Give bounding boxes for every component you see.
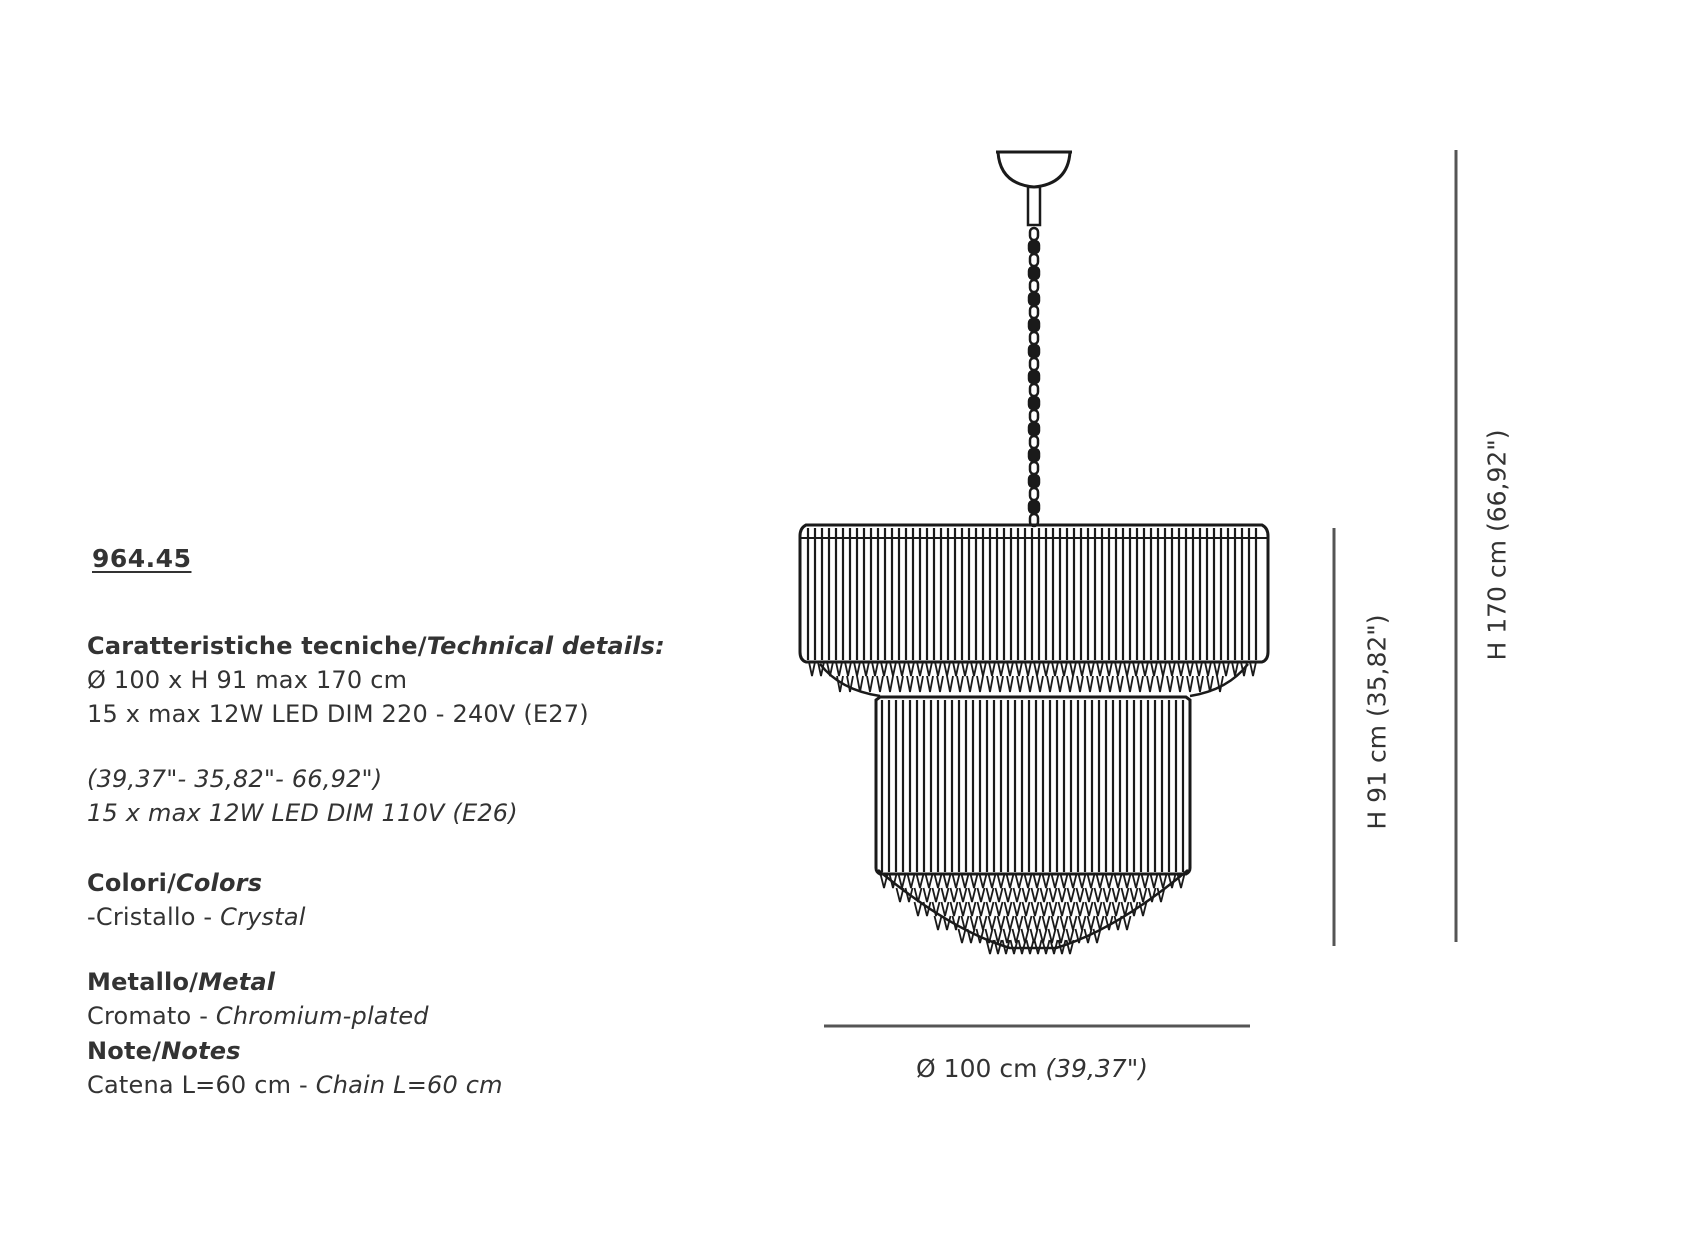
- cone-crystal-drop: [1104, 888, 1111, 902]
- upper-fringe-drop: [998, 662, 1004, 676]
- lower-crystal-tier: [876, 697, 1190, 874]
- cone-crystal-drop: [1095, 888, 1102, 902]
- cone-crystal-drop: [1050, 888, 1057, 902]
- ceiling-canopy: [998, 152, 1070, 187]
- chain-link: [1030, 462, 1038, 474]
- cone-crystal-drop: [978, 888, 985, 902]
- upper-fringe-drop: [845, 662, 851, 676]
- cone-crystal-drop: [1059, 902, 1066, 916]
- upper-fringe-drop: [1047, 676, 1053, 692]
- metal-heading-en: Metal: [198, 968, 276, 996]
- colors-value-it: -Cristallo -: [87, 903, 221, 931]
- upper-fringe-drop: [1133, 662, 1139, 676]
- upper-fringe-drop: [957, 676, 963, 692]
- upper-fringe-drop: [935, 662, 941, 676]
- cone-crystal-drop: [1133, 874, 1140, 888]
- cone-crystal-drop: [969, 888, 976, 902]
- upper-fringe-drop: [1088, 662, 1094, 676]
- cone-crystal-drop: [987, 902, 994, 916]
- cone-crystal-drop: [1086, 902, 1093, 916]
- cone-crystal-drop: [1151, 874, 1158, 888]
- chain-link: [1030, 280, 1038, 292]
- height-total-label: H 170 cm (66,92"): [1482, 429, 1512, 661]
- chain-link: [1030, 384, 1038, 396]
- upper-fringe-drop: [1160, 662, 1166, 676]
- upper-fringe-drop: [980, 662, 986, 676]
- cone-crystal-drop: [1122, 888, 1129, 902]
- cone-crystal-drop: [1088, 916, 1095, 930]
- cone-crystal-drop: [998, 916, 1005, 930]
- cone-crystal-drop: [1034, 874, 1041, 888]
- notes-value-it: Catena L=60 cm -: [87, 1071, 316, 1099]
- colors-heading-it: Colori/: [87, 869, 177, 897]
- lamps-eu: 15 x max 12W LED DIM 220 - 240V (E27): [87, 700, 589, 728]
- chain-link: [1029, 397, 1039, 409]
- cone-crystal-drop: [942, 902, 949, 916]
- cone-crystal-drop: [969, 902, 976, 916]
- upper-tier-fringe: [809, 662, 1256, 696]
- cone-crystal-drop: [1077, 902, 1084, 916]
- upper-fringe-drop: [1187, 662, 1193, 676]
- upper-fringe-drop: [1147, 676, 1153, 692]
- suspension-chain: [1029, 228, 1039, 526]
- chain-link: [1029, 371, 1039, 383]
- chain-link: [1029, 423, 1039, 435]
- cone-crystal-drop: [1014, 888, 1021, 902]
- cone-crystal-drop: [1070, 874, 1077, 888]
- cone-crystal-drop: [980, 916, 987, 930]
- upper-fringe-drop: [1187, 676, 1193, 692]
- cone-crystal-drop: [1005, 902, 1012, 916]
- cone-crystal-drop: [1124, 916, 1131, 930]
- cone-crystal-drop: [1052, 874, 1059, 888]
- cone-crystal-drop: [951, 888, 958, 902]
- upper-fringe-drop: [1007, 662, 1013, 676]
- upper-fringe-drop: [997, 676, 1003, 692]
- upper-fringe-drop: [953, 662, 959, 676]
- upper-fringe-drop: [881, 662, 887, 676]
- upper-fringe-drop: [867, 676, 873, 692]
- technical-heading-en: Technical details:: [426, 632, 665, 660]
- upper-fringe-drop: [1250, 662, 1256, 676]
- cone-crystal-drop: [960, 902, 967, 916]
- upper-fringe-drop: [1177, 676, 1183, 692]
- dimensions-metric: Ø 100 x H 91 max 170 cm: [87, 666, 408, 694]
- cone-crystal-drop: [1025, 874, 1032, 888]
- cone-crystal-drop: [1043, 916, 1050, 930]
- upper-fringe-drop: [1034, 662, 1040, 676]
- cone-crystal-drop: [1041, 888, 1048, 902]
- upper-fringe-drop: [1137, 676, 1143, 692]
- chain-link: [1029, 449, 1039, 461]
- cone-crystal-drop: [1077, 888, 1084, 902]
- upper-fringe-drop: [1027, 676, 1033, 692]
- cone-crystal-drop: [1034, 916, 1041, 930]
- diameter-label-imperial: (39,37"): [1045, 1054, 1148, 1083]
- cone-crystal-drop: [996, 902, 1003, 916]
- upper-fringe-drop: [1017, 676, 1023, 692]
- metal-value-en: Chromium-plated: [215, 1002, 429, 1030]
- upper-fringe-drop: [1127, 676, 1133, 692]
- upper-fringe-drop: [917, 662, 923, 676]
- cone-crystal-drop: [944, 874, 951, 888]
- cone-crystal-drop: [1115, 874, 1122, 888]
- cone-crystal-drop: [962, 874, 969, 888]
- cone-crystal-drop: [1140, 888, 1147, 902]
- cone-crystal-drop: [1070, 916, 1077, 930]
- cone-crystal-drop: [978, 902, 985, 916]
- upper-fringe-drop: [937, 676, 943, 692]
- chain-link: [1029, 475, 1039, 487]
- cone-crystal-drop: [926, 874, 933, 888]
- chain-link: [1029, 267, 1039, 279]
- cone-crystal-drop: [1160, 874, 1167, 888]
- product-code: 964.45: [92, 544, 192, 573]
- cone-crystal-drop: [1124, 874, 1131, 888]
- upper-fringe-drop: [1197, 676, 1203, 692]
- cone-crystal-drop: [959, 929, 966, 943]
- upper-fringe-drop: [1079, 662, 1085, 676]
- upper-fringe-drop: [1057, 676, 1063, 692]
- dimensions-imperial: (39,37"- 35,82"- 66,92"): [87, 765, 383, 793]
- upper-fringe-drop: [1178, 662, 1184, 676]
- cone-crystal-drop: [1059, 888, 1066, 902]
- metal-value-it: Cromato -: [87, 1002, 216, 1030]
- cone-crystal-drop: [989, 874, 996, 888]
- cone-crystal-drop: [1043, 874, 1050, 888]
- chain-link: [1029, 241, 1039, 253]
- cone-crystal-drop: [935, 874, 942, 888]
- upper-fringe-drop: [1007, 676, 1013, 692]
- upper-fringe-drop: [809, 662, 815, 676]
- diameter-label: [916, 1054, 1148, 1083]
- cone-crystal-drop: [1007, 874, 1014, 888]
- cone-crystal-drop: [942, 888, 949, 902]
- upper-fringe-drop: [1205, 662, 1211, 676]
- cone-crystal-drop: [1113, 888, 1120, 902]
- upper-fringe-drop: [989, 662, 995, 676]
- upper-fringe-drop: [1067, 676, 1073, 692]
- upper-fringe-drop: [977, 676, 983, 692]
- cone-crystal-drop: [960, 888, 967, 902]
- cone-crystal-drop: [998, 874, 1005, 888]
- cone-crystal-drop: [1061, 916, 1068, 930]
- technical-heading-it: Caratteristiche tecniche/: [87, 632, 427, 660]
- cone-crystal-drop: [1106, 874, 1113, 888]
- upper-fringe-drop: [1214, 662, 1220, 676]
- cone-crystal-drop: [1097, 874, 1104, 888]
- upper-fringe-drop: [926, 662, 932, 676]
- cone-crystal-drop: [1086, 888, 1093, 902]
- upper-fringe-drop: [1196, 662, 1202, 676]
- upper-fringe-drop: [1115, 662, 1121, 676]
- upper-fringe-drop: [872, 662, 878, 676]
- cone-crystal-drop: [1023, 888, 1030, 902]
- upper-fringe-drop: [1151, 662, 1157, 676]
- cone-crystal-drop: [924, 888, 931, 902]
- upper-fringe-drop: [854, 662, 860, 676]
- colors-value-en: Crystal: [220, 903, 306, 931]
- upper-fringe-drop: [1097, 676, 1103, 692]
- cone-crystal-drop: [1032, 902, 1039, 916]
- cone-crystal-drop: [971, 874, 978, 888]
- upper-fringe-drop: [899, 662, 905, 676]
- upper-fringe-drop: [1142, 662, 1148, 676]
- upper-fringe-drop: [971, 662, 977, 676]
- cone-crystal-drop: [1131, 888, 1138, 902]
- upper-fringe-drop: [1037, 676, 1043, 692]
- cone-crystal-drop: [908, 874, 915, 888]
- bottom-crystal-cone: [878, 870, 1188, 954]
- chain-link: [1030, 436, 1038, 448]
- cone-crystal-drop: [987, 888, 994, 902]
- upper-fringe-drop: [1052, 662, 1058, 676]
- colors-heading-en: Colors: [176, 869, 263, 897]
- cone-crystal-drop: [1052, 916, 1059, 930]
- chain-link: [1030, 306, 1038, 318]
- chain-link: [1029, 319, 1039, 331]
- upper-fringe-drop: [908, 662, 914, 676]
- cone-crystal-drop: [996, 888, 1003, 902]
- cone-crystal-drop: [935, 916, 942, 930]
- upper-fringe-drop: [1097, 662, 1103, 676]
- cone-crystal-drop: [951, 902, 958, 916]
- upper-fringe-drop: [863, 662, 869, 676]
- chain-link: [1029, 345, 1039, 357]
- upper-fringe-drop: [987, 676, 993, 692]
- cone-crystal-drop: [1079, 874, 1086, 888]
- cone-crystal-drop: [1104, 902, 1111, 916]
- height-body-label: H 91 cm (35,82"): [1362, 614, 1392, 830]
- upper-fringe-drop: [1077, 676, 1083, 692]
- cone-crystal-drop: [933, 888, 940, 902]
- cone-crystal-drop: [1032, 888, 1039, 902]
- upper-fringe-drop: [967, 676, 973, 692]
- upper-fringe-drop: [1025, 662, 1031, 676]
- upper-fringe-drop: [1016, 662, 1022, 676]
- cone-crystal-drop: [917, 874, 924, 888]
- cone-crystal-drop: [1050, 902, 1057, 916]
- cone-crystal-drop: [980, 874, 987, 888]
- chain-link: [1029, 293, 1039, 305]
- upper-fringe-drop: [1061, 662, 1067, 676]
- upper-fringe-drop: [890, 662, 896, 676]
- notes-heading-it: Note/: [87, 1037, 162, 1065]
- cone-crystal-drop: [1079, 916, 1086, 930]
- cone-crystal-drop: [989, 916, 996, 930]
- chain-link: [1030, 228, 1038, 240]
- lamps-us: 15 x max 12W LED DIM 110V (E26): [87, 799, 518, 827]
- cone-crystal-drop: [1016, 916, 1023, 930]
- canopy-stem: [1028, 187, 1040, 225]
- diameter-label-metric: Ø 100 cm: [916, 1054, 1046, 1083]
- chain-link: [1030, 358, 1038, 370]
- chain-link: [1030, 410, 1038, 422]
- cone-crystal-drop: [953, 874, 960, 888]
- cone-crystal-drop: [915, 902, 922, 916]
- cone-crystal-drop: [1068, 902, 1075, 916]
- upper-fringe-drop: [836, 662, 842, 676]
- upper-fringe-drop: [944, 662, 950, 676]
- upper-fringe-drop: [1070, 662, 1076, 676]
- upper-fringe-drop: [1117, 676, 1123, 692]
- upper-fringe-drop: [917, 676, 923, 692]
- notes-heading-en: Notes: [161, 1037, 241, 1065]
- cone-crystal-drop: [1061, 874, 1068, 888]
- chain-link: [1030, 332, 1038, 344]
- upper-fringe-drop: [1043, 662, 1049, 676]
- upper-fringe-drop: [1106, 662, 1112, 676]
- cone-crystal-drop: [1068, 888, 1075, 902]
- upper-fringe-drop: [877, 676, 883, 692]
- upper-fringe-drop: [1223, 662, 1229, 676]
- cone-crystal-drop: [1025, 916, 1032, 930]
- upper-fringe-drop: [1107, 676, 1113, 692]
- notes-value-en: Chain L=60 cm: [315, 1071, 503, 1099]
- upper-fringe-drop: [947, 676, 953, 692]
- chain-link: [1030, 254, 1038, 266]
- upper-crystal-tier: [800, 525, 1268, 662]
- cone-crystal-drop: [1016, 874, 1023, 888]
- cone-crystal-drop: [971, 916, 978, 930]
- upper-fringe-drop: [1167, 676, 1173, 692]
- upper-fringe-drop: [887, 676, 893, 692]
- upper-fringe-drop: [1217, 676, 1223, 692]
- chain-link: [1030, 488, 1038, 500]
- cone-crystal-drop: [1095, 902, 1102, 916]
- cone-crystal-drop: [1041, 902, 1048, 916]
- upper-fringe-drop: [1124, 662, 1130, 676]
- metal-heading-it: Metallo/: [87, 968, 199, 996]
- cone-crystal-drop: [1113, 902, 1120, 916]
- upper-fringe-drop: [1087, 676, 1093, 692]
- cone-crystal-drop: [1005, 888, 1012, 902]
- upper-fringe-drop: [1157, 676, 1163, 692]
- chain-link: [1029, 501, 1039, 513]
- upper-fringe-drop: [927, 676, 933, 692]
- upper-fringe-drop: [1169, 662, 1175, 676]
- upper-fringe-drop: [907, 676, 913, 692]
- cone-crystal-drop: [1023, 902, 1030, 916]
- cone-crystal-drop: [1088, 874, 1095, 888]
- upper-fringe-drop: [962, 662, 968, 676]
- cone-crystal-drop: [1007, 916, 1014, 930]
- cone-crystal-drop: [1142, 874, 1149, 888]
- cone-crystal-drop: [1014, 902, 1021, 916]
- upper-fringe-drop: [897, 676, 903, 692]
